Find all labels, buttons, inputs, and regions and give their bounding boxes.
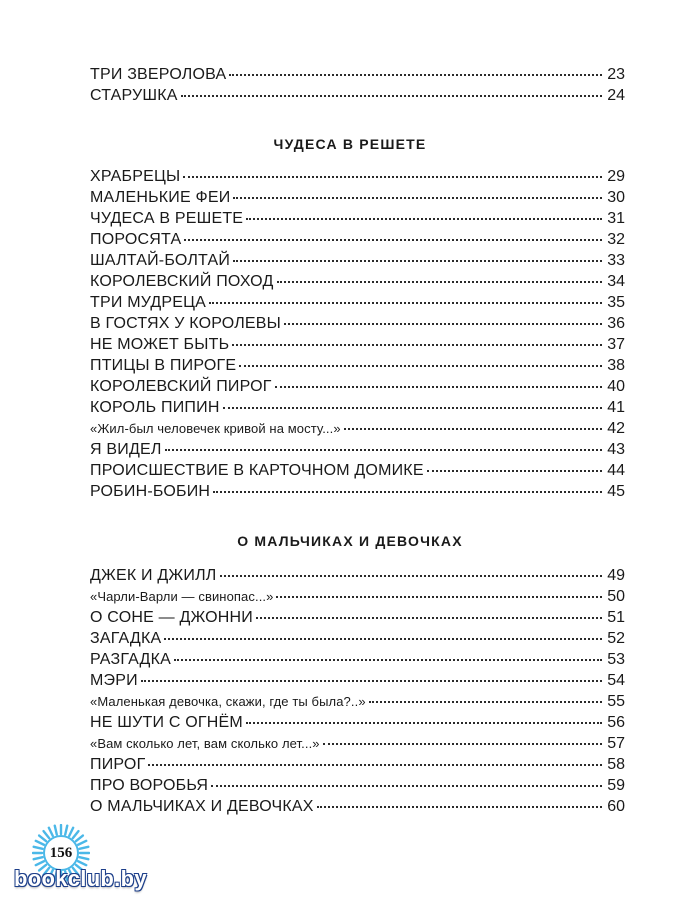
dot-leader	[275, 385, 602, 388]
toc-entry	[90, 313, 625, 334]
toc-entry-title: ПРОИСШЕСТВИЕ В КАРТОЧНОМ ДОМИКЕ	[90, 462, 424, 479]
toc-entry-page: 33	[607, 252, 625, 269]
toc-entry	[90, 775, 625, 796]
toc-entry-title: НЕ МОЖЕТ БЫТЬ	[90, 336, 230, 353]
dot-leader	[323, 742, 602, 745]
toc-entry	[90, 187, 625, 208]
toc-entry-page: 37	[607, 336, 625, 353]
dot-leader	[277, 280, 602, 283]
toc-entry-title: Я ВИДЕЛ	[90, 441, 162, 458]
dot-leader	[246, 721, 602, 724]
dot-leader	[229, 73, 602, 76]
dot-leader	[256, 616, 602, 619]
watermark-logo: bookclub.by	[14, 866, 147, 891]
toc-entry-title: КОРОЛЬ ПИПИН	[90, 399, 220, 416]
toc-list-chudesa	[90, 166, 625, 502]
toc-list-malchiki	[90, 565, 625, 817]
toc-entry-title: ТРИ МУДРЕЦА	[90, 294, 207, 311]
toc-entry	[90, 85, 625, 106]
dot-leader	[165, 448, 602, 451]
dot-leader	[220, 574, 602, 577]
toc-entry	[90, 229, 625, 250]
toc-entry	[90, 64, 625, 85]
toc-entry-title: ТРИ ЗВЕРОЛОВА	[90, 66, 227, 83]
toc-entry	[90, 481, 625, 502]
toc-entry-page: 31	[607, 210, 625, 227]
dot-leader	[427, 469, 602, 472]
toc-entry-page: 49	[607, 567, 625, 584]
toc-entry-page: 29	[607, 168, 625, 185]
dot-leader	[183, 175, 602, 178]
toc-entry-title: РАЗГАДКА	[90, 651, 171, 668]
toc-entry	[90, 397, 625, 418]
toc-entry-page: 42	[607, 420, 625, 437]
toc-entry-title: КОРОЛЕВСКИЙ ПИРОГ	[90, 378, 272, 395]
toc-entry	[90, 712, 625, 733]
toc-entry-page: 58	[607, 756, 625, 773]
toc-entry-title: «Вам сколько лет, вам сколько лет...»	[90, 736, 320, 751]
dot-leader	[141, 679, 602, 682]
toc-entry-title: МАЛЕНЬКИЕ ФЕИ	[90, 189, 231, 206]
toc-entry	[90, 208, 625, 229]
toc-entry-title: ПРО ВОРОБЬЯ	[90, 777, 209, 794]
toc-entry-title: «Чарли-Варли — свинопас...»	[90, 589, 274, 604]
toc-entry	[90, 439, 625, 460]
toc-entry	[90, 691, 625, 712]
toc-entry	[90, 796, 625, 817]
toc-entry-page: 40	[607, 378, 625, 395]
toc-entry	[90, 334, 625, 355]
toc-entry-page: 35	[607, 294, 625, 311]
dot-leader	[276, 595, 602, 598]
toc-entry-page: 30	[607, 189, 625, 206]
toc-entry	[90, 418, 625, 439]
toc-entry-title: «Маленькая девочка, скажи, где ты была?..»	[90, 694, 366, 709]
toc-entry-title: СТАРУШКА	[90, 87, 178, 104]
toc-entry-title: ПИРОГ	[90, 756, 146, 773]
toc-entry-title: ДЖЕК И ДЖИЛЛ	[90, 567, 217, 584]
page-number: 156	[49, 845, 73, 861]
toc-entry-page: 44	[607, 462, 625, 479]
toc-entry-title: МЭРИ	[90, 672, 138, 689]
dot-leader	[284, 322, 602, 325]
toc-entry	[90, 628, 625, 649]
toc-entry-title: ЧУДЕСА В РЕШЕТЕ	[90, 210, 244, 227]
toc-entry-page: 23	[607, 66, 625, 83]
toc-entry-title: «Жил-был человечек кривой на мосту...»	[90, 421, 341, 436]
dot-leader	[211, 784, 602, 787]
toc-entry-page: 36	[607, 315, 625, 332]
dot-leader	[317, 805, 602, 808]
toc-entry-page: 56	[607, 714, 625, 731]
section-heading-chudesa: ЧУДЕСА В РЕШЕТЕ	[273, 136, 427, 152]
dot-leader	[174, 658, 602, 661]
toc-entry	[90, 565, 625, 586]
dot-leader	[223, 406, 602, 409]
toc-entry-title: ШАЛТАЙ-БОЛТАЙ	[90, 252, 231, 269]
toc-entry-page: 41	[607, 399, 625, 416]
toc-entry-title: РОБИН-БОБИН	[90, 483, 211, 500]
toc-entry-page: 24	[607, 87, 625, 104]
toc-entry-page: 59	[607, 777, 625, 794]
toc-entry-title: ПТИЦЫ В ПИРОГЕ	[90, 357, 237, 374]
toc-entry	[90, 649, 625, 670]
section-heading-malchiki: О МАЛЬЧИКАХ И ДЕВОЧКАХ	[237, 533, 463, 549]
toc-entry	[90, 607, 625, 628]
toc-entry	[90, 670, 625, 691]
dot-leader	[181, 94, 602, 97]
toc-entry	[90, 250, 625, 271]
toc-entry	[90, 292, 625, 313]
toc-entry	[90, 166, 625, 187]
toc-entry	[90, 754, 625, 775]
dot-leader	[233, 259, 602, 262]
toc-entry-page: 51	[607, 609, 625, 626]
toc-entry	[90, 271, 625, 292]
toc-entry-page: 60	[607, 798, 625, 815]
toc-entry-page: 50	[607, 588, 625, 605]
toc-entry-title: КОРОЛЕВСКИЙ ПОХОД	[90, 273, 274, 290]
dot-leader	[148, 763, 602, 766]
dot-leader	[209, 301, 602, 304]
toc-entry	[90, 733, 625, 754]
toc-entry-page: 32	[607, 231, 625, 248]
dot-leader	[164, 637, 602, 640]
dot-leader	[246, 217, 602, 220]
toc-entry-title: ЗАГАДКА	[90, 630, 162, 647]
dot-leader	[239, 364, 602, 367]
toc-entry-title: О МАЛЬЧИКАХ И ДЕВОЧКАХ	[90, 798, 314, 815]
toc-entry-page: 53	[607, 651, 625, 668]
dot-leader	[232, 343, 602, 346]
toc-entry-page: 38	[607, 357, 625, 374]
dot-leader	[213, 490, 602, 493]
toc-entry	[90, 355, 625, 376]
toc-entry-page: 34	[607, 273, 625, 290]
toc-entry	[90, 460, 625, 481]
dot-leader	[369, 700, 602, 703]
toc-entry-title: ХРАБРЕЦЫ	[90, 168, 181, 185]
toc-entry-page: 54	[607, 672, 625, 689]
toc-list-continued	[90, 64, 625, 106]
toc-entry-page: 45	[607, 483, 625, 500]
dot-leader	[344, 427, 602, 430]
toc-entry-title: НЕ ШУТИ С ОГНЁМ	[90, 714, 243, 731]
toc-entry	[90, 376, 625, 397]
toc-entry-page: 52	[607, 630, 625, 647]
toc-entry-page: 55	[607, 693, 625, 710]
toc-entry-page: 43	[607, 441, 625, 458]
toc-entry	[90, 586, 625, 607]
toc-entry-title: О СОНЕ — ДЖОННИ	[90, 609, 253, 626]
toc-entry-page: 57	[607, 735, 625, 752]
dot-leader	[184, 238, 602, 241]
toc-entry-title: ПОРОСЯТА	[90, 231, 182, 248]
dot-leader	[233, 196, 602, 199]
toc-entry-title: В ГОСТЯХ У КОРОЛЕВЫ	[90, 315, 282, 332]
